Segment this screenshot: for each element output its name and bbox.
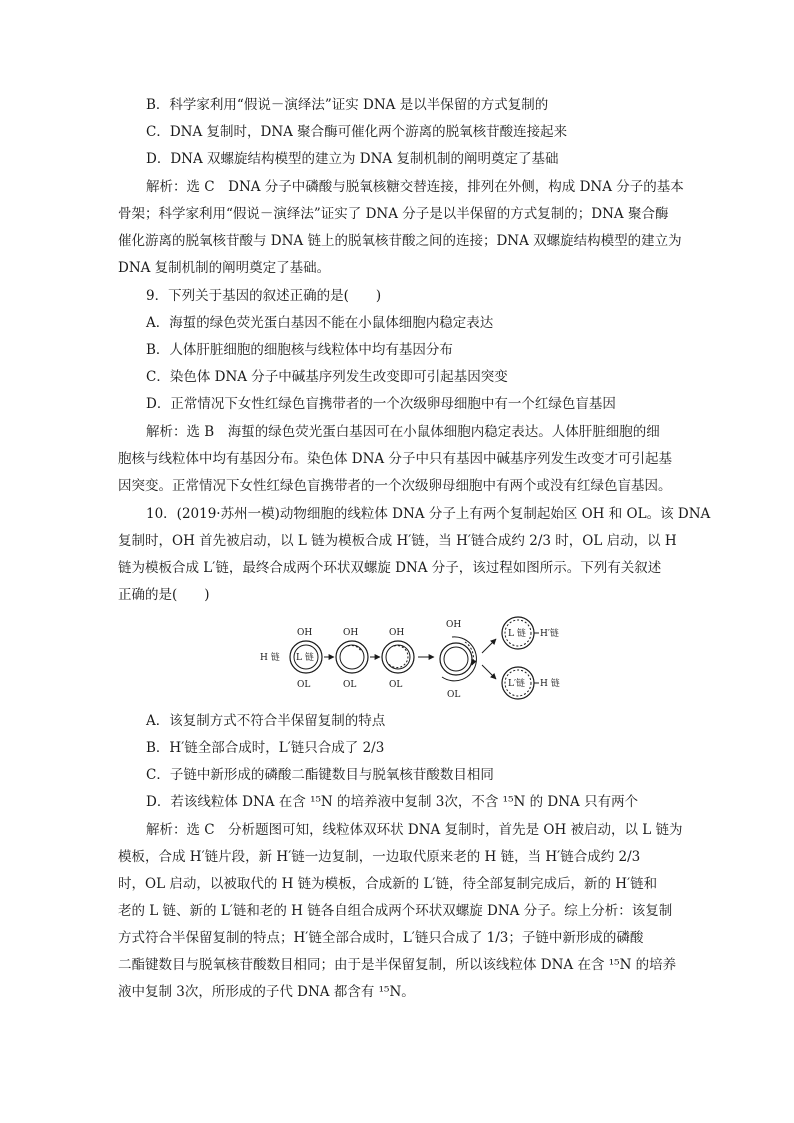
dna-ring-4-outer <box>440 643 472 675</box>
q9-analysis-line: 因突变。正常情况下女性红绿色盲携带者的一个次级卵母细胞中有两个或没有红绿色盲基因。 <box>118 478 672 494</box>
q10-option-d: D．若该线粒体 DNA 在含 ¹⁵N 的培养液中复制 3次，不含 ¹⁵N 的 DNA 只有两个 <box>146 794 639 810</box>
new-strand-segment <box>348 645 361 651</box>
dna-ring-4-inner <box>444 647 468 671</box>
h-chain-label: H 链 <box>260 653 280 663</box>
l-chain-label: L 链 <box>296 653 314 663</box>
ol-label: OL <box>447 690 461 700</box>
q9-analysis-line: 解析：选 B 海蜇的绿色荧光蛋白基因可在小鼠体细胞内稳定表达。人体肝脏细胞的细 <box>146 424 660 440</box>
q10-analysis-line: 解析：选 C 分析题图可知，线粒体双环状 DNA 复制时，首先是 OH 被启动，以 L 链为 <box>146 822 683 838</box>
ol-label: OL <box>297 680 311 690</box>
q10-analysis-line: 二酯键数目与脱氧核苷酸数目相同；由于是半保留复制，所以该线粒体 DNA 在含 ¹⁵N 的培养 <box>118 957 677 973</box>
q8-option-b: B．科学家利用“假说－演绎法”证实 DNA 是以半保留的方式复制的 <box>146 97 549 113</box>
q8-analysis-line: 催化游离的脱氧核苷酸与 DNA 链上的脱氧核苷酸之间的连接；DNA 双螺旋结构模型的建立为 <box>118 233 682 249</box>
q9-option-b: B．人体肝脏细胞的细胞核与线粒体中均有基因分布 <box>146 342 453 358</box>
q10-stem-line: 正确的是( ) <box>118 587 210 603</box>
q8-option-c: C．DNA 复制时，DNA 聚合酶可催化两个游离的脱氧核苷酸连接起来 <box>146 124 568 140</box>
dna-ring-2-inner <box>340 645 364 669</box>
q10-analysis-line: 方式符合半保留复制的特点；H′链全部合成时，L′链只合成了 1/3；子链中新形成的磷酸 <box>118 930 644 946</box>
product1-new-h-chain: H′链 <box>540 629 559 639</box>
branch-arrow <box>482 639 496 653</box>
product2-l-prime-chain: L′链 <box>508 679 526 689</box>
oh-label: OH <box>343 628 359 638</box>
oh-label: OH <box>389 628 405 638</box>
q10-stem-line: 链为模板合成 L′链，最终合成两个环状双螺旋 DNA 分子，该过程如图所示。下列有关叙述 <box>118 560 662 576</box>
q10-analysis-line: 液中复制 3次，所形成的子代 DNA 都含有 ¹⁵N。 <box>118 984 415 1000</box>
product2-h-chain: H 链 <box>540 679 560 689</box>
q9-analysis-line: 胞核与线粒体中均有基因分布。染色体 DNA 分子中只有基因中碱基序列发生改变才可引起基 <box>118 451 672 467</box>
new-strand-segment <box>388 646 408 668</box>
replication-diagram <box>256 615 592 705</box>
q8-option-d: D．DNA 双螺旋结构模型的建立为 DNA 复制机制的阐明奠定了基础 <box>146 151 559 167</box>
q9-option-c: C．染色体 DNA 分子中碱基序列发生改变即可引起基因突变 <box>146 369 508 385</box>
q9-stem: 9．下列关于基因的叙述正确的是( ) <box>146 288 382 304</box>
product1-l-chain: L 链 <box>508 629 526 639</box>
q9-option-a: A．海蜇的绿色荧光蛋白基因不能在小鼠体细胞内稳定表达 <box>146 315 494 331</box>
q8-analysis-line: 骨架；科学家利用“假说－演绎法”证实了 DNA 分子是以半保留的方式复制的；DNA 聚合酶 <box>118 206 669 222</box>
q8-analysis-line: 解析：选 C DNA 分子中磷酸与脱氧核糖交替连接，排列在外侧，构成 DNA 分子的基本 <box>146 179 684 195</box>
ol-label: OL <box>389 680 403 690</box>
ol-label: OL <box>343 680 357 690</box>
q8-analysis-line: DNA 复制机制的阐明奠定了基础。 <box>118 260 331 276</box>
q10-stem-line: 10．(2019·苏州一模)动物细胞的线粒体 DNA 分子上有两个复制起始区 OH 和 OL。该 DNA <box>146 506 711 522</box>
branch-arrow <box>482 665 496 679</box>
q10-analysis-line: 老的 L 链、新的 L′链和老的 H 链各自组合成两个环状双螺旋 DNA 分子。综上分析：该复制 <box>118 903 673 919</box>
q10-option-b: B．H′链全部合成时，L′链只合成了 2/3 <box>146 740 385 756</box>
q10-analysis-line: 模板，合成 H′链片段，新 H′链一边复制，一边取代原来老的 H 链，当 H′链合成约 2/3 <box>118 849 641 865</box>
q10-analysis-line: 时，OL 启动，以被取代的 H 链为模板，合成新的 L′链，待全部复制完成后，新的 H′链和 <box>118 876 658 892</box>
oh-label: OH <box>446 620 462 630</box>
q10-option-c: C．子链中新形成的磷酸二酯键数目与脱氧核苷酸数目相同 <box>146 767 494 783</box>
q10-option-a: A．该复制方式不符合半保留复制的特点 <box>146 713 386 729</box>
q10-stem-line: 复制时，OH 首先被启动，以 L 链为模板合成 H′链，当 H′链合成约 2/3 时，OL 启动，以 H <box>118 533 677 549</box>
oh-label: OH <box>297 628 313 638</box>
q9-option-d: D．正常情况下女性红绿色盲携带者的一个次级卵母细胞中有一个红绿色盲基因 <box>146 396 616 412</box>
